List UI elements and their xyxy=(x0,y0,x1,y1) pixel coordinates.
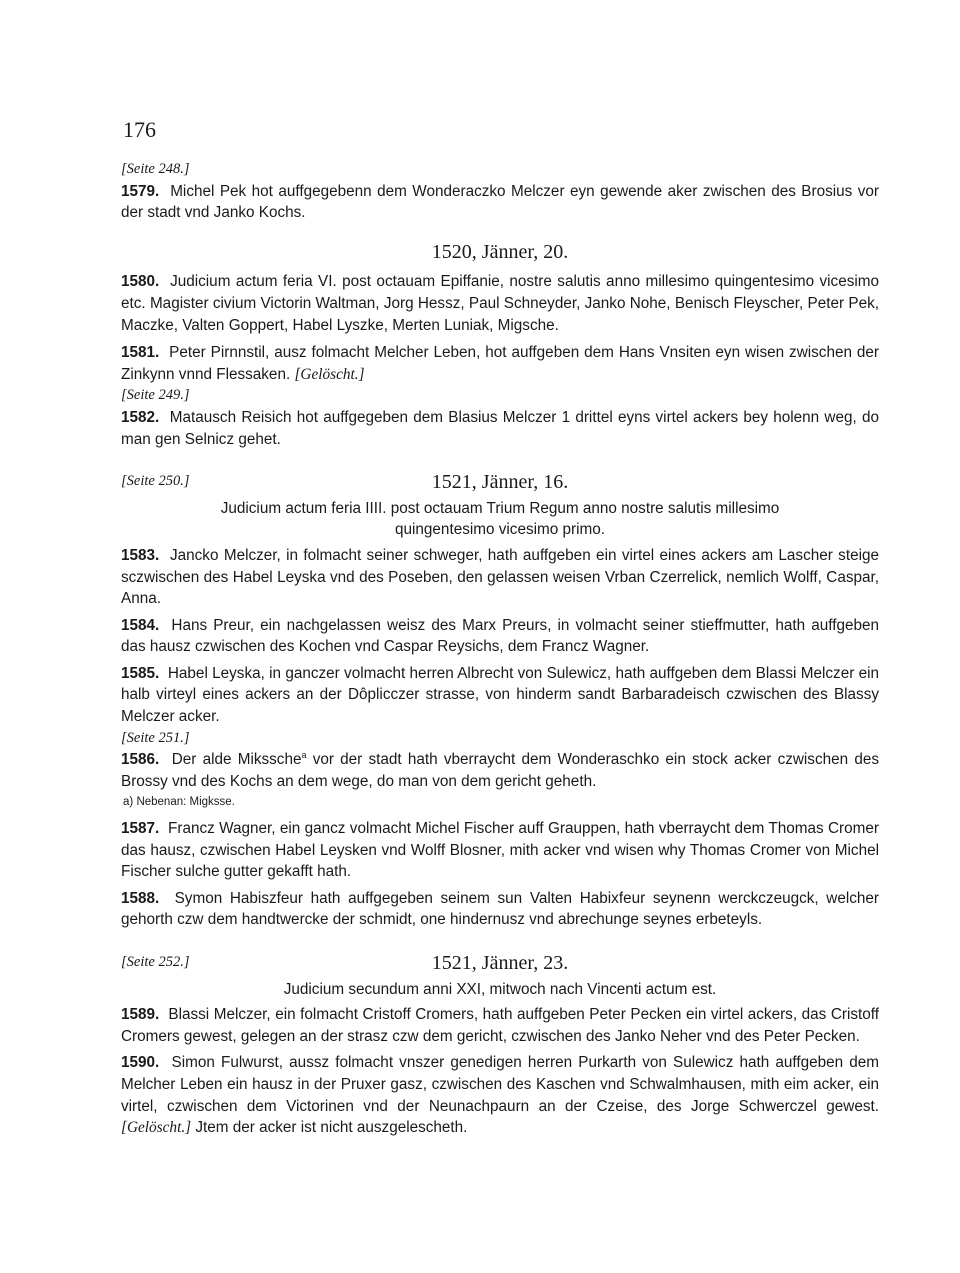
date-heading: 1521, Jänner, 16. xyxy=(431,471,569,494)
entry-text: Matausch Reisich hot auffgegeben dem Blasius Melczer 1 drittel eyns virtel ackers bey holenn weg, do man gen Selnicz gehet. xyxy=(121,408,879,448)
footnote-text: Nebenan: Migksse. xyxy=(136,796,235,809)
footnote xyxy=(123,792,879,814)
page-number: 176 xyxy=(123,117,156,142)
entry-1580 xyxy=(121,271,879,336)
entry-text: Habel Leyska, in ganczer volmacht herren Albrecht von Sulewicz, hath auffgeben dem Blassi Melczer ein halb virteyl eines ackers an der Dôplicczer strasse, von hinderm sandt Barbaradeisch czwischen des Blassy Melczer acker. xyxy=(121,664,879,726)
page-reference: [Seite 251.] xyxy=(121,729,190,746)
entry-text: Simon Fulwurst, aussz folmacht vnszer genedigen herren Purkarth von Sulewicz hath auffgeben dem Melcher Leben ein hausz in der Pruxer gasz, czwischen des Kaschen vnd Schwalmhausen, mith eim acker, ein virtel, czwischen dem Victorinen vnd der Neunachpaurn an der Czeise, des Jorge Schwerczel gewest. xyxy=(121,1054,880,1115)
section-header xyxy=(121,953,879,975)
entry-text: Blassi Melczer, ein folmacht Cristoff Cromers, hath auffgeben Peter Pecken ein virtel ackers, das Cristoff Cromers gewest, gelegen an der strasz czw dem gericht, czwischen des Janko Neher vnd des Peter Pecken. xyxy=(121,1006,879,1045)
entry-number: 1584. xyxy=(121,616,160,634)
entry-number: 1588. xyxy=(121,889,160,907)
date-heading: 1521, Jänner, 23. xyxy=(431,952,569,974)
entry-1581 xyxy=(121,342,879,385)
page-reference: [Seite 249.] xyxy=(121,387,190,404)
page-reference: [Seite 248.] xyxy=(121,161,190,177)
footnote-mark: a) xyxy=(123,796,134,809)
entry-1584 xyxy=(121,615,879,658)
entry-1587 xyxy=(121,818,879,883)
entry-1579 xyxy=(121,181,879,224)
page-reference: [Seite 252.] xyxy=(121,954,190,970)
entry-1586 xyxy=(121,749,879,792)
entry-text: Judicium actum feria VI. post octauam Epiffanie, nostre salutis anno millesimo quingentesimo vicesimo etc. Magister civium Victorin Waltman, Jorg Hessz, Paul Schneyder, Janko Nohe, Benisch Fleyscher, Peter Pek, Maczke, Valten Goppert, Habel Lyszke, Merten Luniak, Migsche. xyxy=(121,273,880,334)
entry-number: 1582. xyxy=(121,408,160,426)
entry-number: 1590. xyxy=(121,1054,160,1072)
deleted-note: [Gelöscht.] xyxy=(121,1119,192,1137)
entry-1589 xyxy=(121,1004,879,1047)
page-reference: [Seite 250.] xyxy=(121,473,190,490)
entry-text: Francz Wagner, ein gancz volmacht Michel Fischer auff Grauppen, hath vberraycht dem Thomas Cromer das hausz, czwischen Habel Leysken vnd Wolff Blosner, mith acker vnd wisen why Thomas Cromer von Michel Fischer sulche gutter gekafft hath. xyxy=(121,820,879,881)
entry-number: 1589. xyxy=(121,1006,160,1024)
entry-number: 1583. xyxy=(121,546,160,564)
entry-text: Michel Pek hot auffgegebenn dem Wonderaczko Melczer eyn gewende aker zwischen des Brosius vor der stadt vnd Janko Kochs. xyxy=(121,182,880,222)
session-line: quingentesimo vicesimo primo. xyxy=(395,521,605,539)
entry-text-after: Jtem der acker ist nicht auszgelescheth. xyxy=(195,1119,468,1137)
session-line: Judicium secundum anni XXI, mitwoch nach Vincenti actum est. xyxy=(283,980,717,998)
entry-number: 1581. xyxy=(121,344,160,362)
entry-text-lead: Der alde Mikssche xyxy=(171,751,302,769)
entry-number: 1585. xyxy=(121,664,160,682)
footnote-marker: a xyxy=(301,750,307,761)
entry-number: 1586. xyxy=(121,751,160,769)
entry-1585 xyxy=(121,663,879,728)
entry-text: Jancko Melczer, in folmacht seiner schweger, hath auffgeben ein virtel eines ackers am Lascher steige sczwischen des Habel Leyska vnd des Poseben, den gelassen weisen Vrban Czerrelick, nemlich Wolff, Caspar, Anna. xyxy=(121,546,880,608)
entry-1582 xyxy=(121,407,879,450)
entry-number: 1580. xyxy=(121,273,160,291)
entry-text: vor der stadt hath vberraycht dem Wonderaschko ein stock acker czwischen des Brossy vnd des Kochs an dem wege, do man von dem gericht geheth. xyxy=(121,751,880,790)
entry-text: Symon Habiszfeur hath auffgegeben seinem sun Valten Habixfeur seynenn werckczeugck, welcher gehorth czw dem handtwercke der schmidt, one hindernusz vnd abrechunge seynes erbeteyls. xyxy=(121,889,880,929)
entry-number: 1579. xyxy=(121,182,160,200)
page-content xyxy=(121,159,879,1139)
entry-text: Peter Pirnnstil, ausz folmacht Melcher Leben, hot auffgeben dem Hans Vnsiten eyn wisen zwischen der Zinkynn vnnd Flessaken. xyxy=(121,344,879,383)
date-heading: 1520, Jänner, 20. xyxy=(431,240,569,263)
entry-number: 1587. xyxy=(121,820,160,838)
deleted-note: [Gelöscht.] xyxy=(294,365,365,383)
entry-text: Hans Preur, ein nachgelassen weisz des Marx Preurs, in volmacht seiner stieffmutter, hath auffgeben das hausz czwischen des Kochen vnd Caspar Reysichs, dem Francz Wagner. xyxy=(121,616,879,656)
entry-1590 xyxy=(121,1052,879,1138)
session-line: Judicium actum feria IIII. post octauam Trium Regum anno nostre salutis millesimo xyxy=(220,499,780,517)
entry-1583 xyxy=(121,545,879,610)
entry-1588 xyxy=(121,888,879,931)
section-header xyxy=(121,472,879,494)
